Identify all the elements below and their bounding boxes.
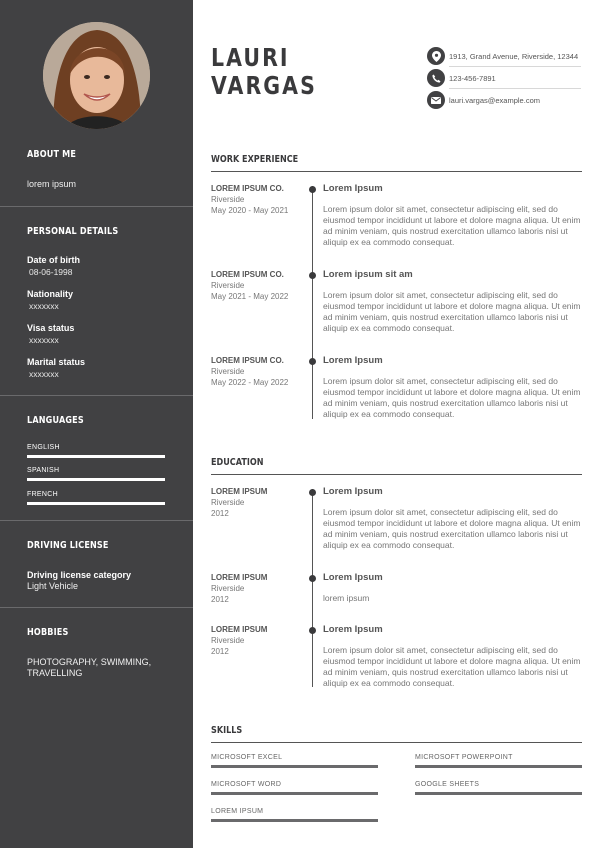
sidebar (0, 0, 193, 848)
education-location: Riverside (211, 636, 245, 645)
divider (449, 66, 581, 67)
timeline-dot (309, 272, 316, 279)
divider (0, 206, 193, 207)
envelope-icon (427, 91, 445, 109)
skill-name: MICROSOFT EXCEL (211, 754, 283, 761)
nationality-value: xxxxxxx (29, 301, 59, 311)
education-description: Lorem ipsum dolor sit amet, consectetur adipiscing elit, sed do eiusmod tempor incididunt ut labore et dolore magna aliqua. Ut enim ad minim veniam, quis nostrud exercitation ullamco laboris nisi ut aliquip ex ea commodo consequat. (323, 507, 581, 550)
education-org: LOREM IPSUM (211, 487, 268, 496)
hobbies-line-2: TRAVELLING (27, 668, 83, 678)
address-text: 1913, Grand Avenue, Riverside, 12344 (449, 52, 579, 61)
work-location: Riverside (211, 281, 245, 290)
skill-level-bar (415, 792, 582, 795)
skill-name: LOREM IPSUM (211, 808, 264, 815)
education-timeline (312, 489, 313, 687)
skills-heading: SKILLS (211, 725, 243, 736)
dob-label: Date of birth (27, 255, 80, 265)
divider (449, 88, 581, 89)
location-pin-icon (427, 47, 445, 65)
first-name: LAURI (211, 43, 290, 72)
language-name: SPANISH (27, 467, 60, 474)
personal-details-heading: PERSONAL DETAILS (27, 226, 119, 237)
email-link[interactable]: lauri.vargas@example.com (449, 96, 540, 105)
work-entry-meta (211, 269, 306, 302)
work-dates: May 2020 - May 2021 (211, 206, 289, 215)
education-location: Riverside (211, 498, 245, 507)
hobbies-line-1: PHOTOGRAPHY, SWIMMING, (27, 657, 152, 667)
education-title: Lorem Ipsum (323, 572, 383, 583)
about-me-heading: ABOUT ME (27, 149, 77, 160)
work-entry-body (323, 268, 583, 334)
timeline-dot (309, 489, 316, 496)
work-description: Lorem ipsum dolor sit amet, consectetur adipiscing elit, sed do eiusmod tempor incididunt ut labore et dolore magna aliqua. Ut enim ad minim veniam, quis nostrud exercitation ullamco laboris nisi ut aliquip ex ea commodo consequat. (323, 376, 581, 419)
timeline-dot (309, 575, 316, 582)
work-entry-body (323, 182, 583, 248)
work-dates: May 2022 - May 2022 (211, 378, 289, 387)
education-entry-meta (211, 486, 306, 519)
work-description: Lorem ipsum dolor sit amet, consectetur adipiscing elit, sed do eiusmod tempor incididunt ut labore et dolore magna aliqua. Ut enim ad minim veniam, quis nostrud exercitation ullamco laboris nisi ut aliquip ex ea commodo consequat. (323, 290, 581, 333)
work-dates: May 2021 - May 2022 (211, 292, 289, 301)
education-entry-body (323, 623, 583, 689)
nationality-label: Nationality (27, 289, 74, 299)
education-description: lorem ipsum (323, 593, 370, 603)
driving-license-heading: DRIVING LICENSE (27, 540, 109, 551)
work-entry-body (323, 354, 583, 420)
work-org: LOREM IPSUM CO. (211, 356, 284, 365)
work-experience-heading: WORK EXPERIENCE (211, 154, 299, 165)
last-name: VARGAS (211, 71, 317, 100)
section-divider (211, 474, 582, 475)
phone-icon (427, 69, 445, 87)
timeline-dot (309, 627, 316, 634)
work-title: Lorem Ipsum (323, 183, 383, 194)
education-dates: 2012 (211, 509, 229, 518)
divider (0, 395, 193, 396)
driving-license-label: Driving license category (27, 570, 132, 580)
education-entry-body (323, 485, 583, 551)
divider (0, 607, 193, 608)
education-org: LOREM IPSUM (211, 573, 268, 582)
education-title: Lorem Ipsum (323, 486, 383, 497)
work-org: LOREM IPSUM CO. (211, 270, 284, 279)
visa-status-value: xxxxxxx (29, 335, 59, 345)
education-location: Riverside (211, 584, 245, 593)
work-org: LOREM IPSUM CO. (211, 184, 284, 193)
work-entry-meta (211, 355, 306, 388)
skill-name: MICROSOFT POWERPOINT (415, 754, 513, 761)
skill-name: MICROSOFT WORD (211, 781, 282, 788)
work-title: Lorem Ipsum (323, 355, 383, 366)
education-heading: EDUCATION (211, 457, 264, 468)
language-level-bar (27, 455, 165, 458)
education-org: LOREM IPSUM (211, 625, 268, 634)
languages-heading: LANGUAGES (27, 415, 84, 426)
work-description: Lorem ipsum dolor sit amet, consectetur adipiscing elit, sed do eiusmod tempor incididunt ut labore et dolore magna aliqua. Ut enim ad minim veniam, quis nostrud exercitation ullamco laboris nisi ut aliquip ex ea commodo consequat. (323, 204, 581, 247)
language-name: FRENCH (27, 491, 58, 498)
profile-photo (43, 22, 150, 129)
work-title: Lorem ipsum sit am (323, 269, 413, 280)
skill-level-bar (415, 765, 582, 768)
language-name: ENGLISH (27, 444, 60, 451)
education-entry-meta (211, 624, 306, 657)
education-entry-body (323, 571, 583, 604)
about-me-text: lorem ipsum (27, 179, 77, 189)
section-divider (211, 742, 582, 743)
dob-value: 08-06-1998 (29, 267, 73, 277)
section-divider (211, 171, 582, 172)
education-entry-meta (211, 572, 306, 605)
work-location: Riverside (211, 367, 245, 376)
education-dates: 2012 (211, 647, 229, 656)
work-location: Riverside (211, 195, 245, 204)
language-level-bar (27, 478, 165, 481)
work-entry-meta (211, 183, 306, 216)
skill-level-bar (211, 765, 378, 768)
skill-level-bar (211, 819, 378, 822)
phone-text: 123-456-7891 (449, 74, 496, 83)
skill-name: GOOGLE SHEETS (415, 781, 480, 788)
education-title: Lorem Ipsum (323, 624, 383, 635)
hobbies-heading: HOBBIES (27, 627, 69, 638)
work-timeline (312, 186, 313, 419)
language-level-bar (27, 502, 165, 505)
visa-status-label: Visa status (27, 323, 75, 333)
education-description: Lorem ipsum dolor sit amet, consectetur adipiscing elit, sed do eiusmod tempor incididunt ut labore et dolore magna aliqua. Ut enim ad minim veniam, quis nostrud exercitation ullamco laboris nisi ut aliquip ex ea commodo consequat. (323, 645, 581, 688)
driving-license-value: Light Vehicle (27, 581, 79, 591)
divider (0, 520, 193, 521)
timeline-dot (309, 186, 316, 193)
marital-status-label: Marital status (27, 357, 86, 367)
education-dates: 2012 (211, 595, 229, 604)
skill-level-bar (211, 792, 378, 795)
timeline-dot (309, 358, 316, 365)
marital-status-value: xxxxxxx (29, 369, 59, 379)
